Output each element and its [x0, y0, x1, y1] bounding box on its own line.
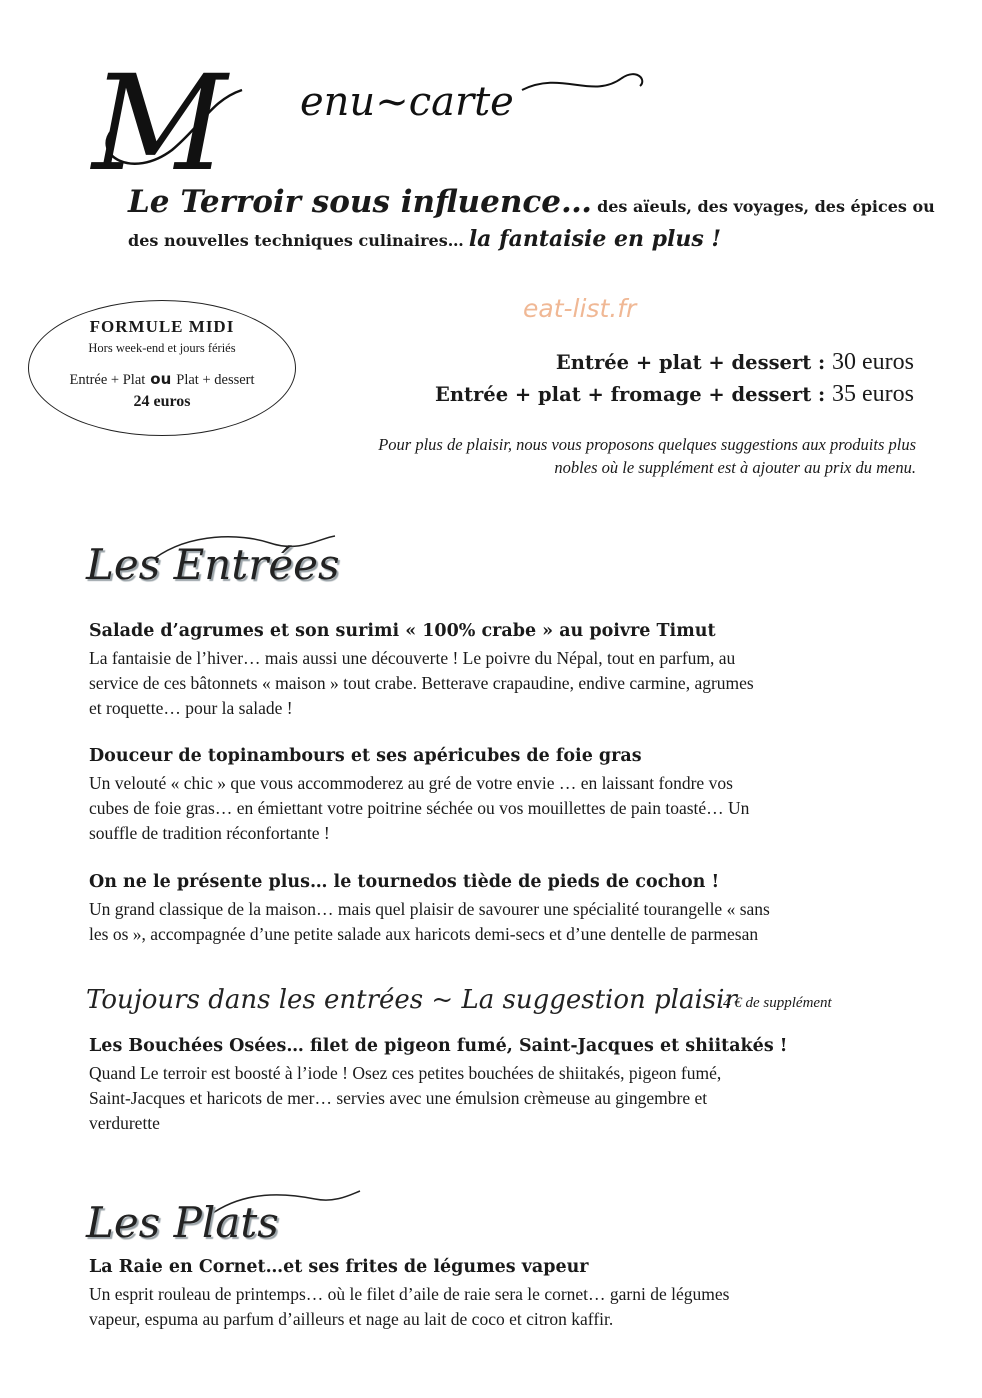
dish-description-line: Un esprit rouleau de printemps… où le filet d’aile de raie sera le cornet… garni de légumes	[89, 1284, 730, 1304]
dish-description-line: Saint-Jacques et haricots de mer… servies avec une émulsion crèmeuse au gingembre et	[89, 1088, 708, 1108]
dish-description-line: Un grand classique de la maison… mais quel plaisir de savourer une spécialité tourangelle « sans	[89, 899, 770, 919]
menu-price-row	[354, 349, 914, 376]
menu-price-label: Entrée + plat + dessert :	[555, 351, 826, 374]
dish-description-line: souffle de tradition réconfortante !	[89, 823, 330, 843]
formule-or: ou	[150, 370, 172, 388]
tagline-line-1	[128, 184, 958, 220]
section-heading-suggestion: Toujours dans les entrées ~ La suggestion plaisir	[86, 985, 737, 1015]
dish-title: Douceur de topinambours et ses apéricubes de foie gras	[89, 746, 642, 766]
menu-price-row	[354, 381, 914, 408]
watermark: eat-list.fr	[523, 294, 637, 323]
formule-choice-a: Entrée + Plat	[69, 372, 146, 388]
dish-description-line: Un velouté « chic » que vous accommoderez au gré de votre envie … en laissant fondre vos	[89, 773, 733, 793]
section-heading-entrees: Les Entrées	[86, 540, 340, 589]
formule-midi-choices	[28, 370, 296, 389]
dish-title: La Raie en Cornet…et ses frites de légumes vapeur	[89, 1257, 589, 1277]
menu-title-rest: enu~carte	[300, 79, 514, 125]
dish-description-line: La fantaisie de l’hiver… mais aussi une découverte ! Le poivre du Népal, tout en parfum, au	[89, 648, 736, 668]
dish-description-line: vapeur, espuma au parfum d’ailleurs et nage au lait de coco et citron kaffir.	[89, 1309, 614, 1329]
formule-midi-subtitle: Hors week-end et jours fériés	[88, 341, 236, 355]
dish-description	[89, 1282, 917, 1332]
section-heading-plats: Les Plats	[86, 1198, 279, 1247]
suggestion-note	[256, 433, 916, 479]
dish-description-line: cubes de foie gras… en émiettant votre poitrine séchée ou vos mouillettes de pain toasté… Un	[89, 798, 750, 818]
suggestion-note-line: nobles où le supplément est à ajouter au prix du menu.	[554, 458, 916, 478]
tagline-line-2	[128, 226, 958, 252]
suggestion-supplement: 4 € de supplément	[723, 995, 832, 1011]
dish-description	[89, 897, 917, 947]
dish-description	[89, 771, 917, 846]
menu-price-value: 35 euros	[832, 381, 914, 407]
formule-midi-price: 24 euros	[133, 393, 191, 410]
tagline-small-2: des nouvelles techniques culinaires…	[128, 231, 464, 250]
dish-title: Les Bouchées Osées… filet de pigeon fumé, Saint-Jacques et shiitakés !	[89, 1036, 788, 1056]
suggestion-note-line: Pour plus de plaisir, nous vous proposons quelques suggestions aux produits plus	[378, 435, 916, 454]
formule-choice-b: Plat + dessert	[176, 372, 255, 388]
dish-description-line: service de ces bâtonnets « maison » tout crabe. Betterave crapaudine, endive carmine, agrumes	[89, 673, 754, 693]
dish-title: Salade d’agrumes et son surimi « 100% crabe » au poivre Timut	[89, 621, 716, 641]
dish-description	[89, 1061, 917, 1136]
dish-description	[89, 646, 917, 721]
dish-description-line: les os », accompagnée d’une petite salade aux haricots demi-secs et d’une dentelle de parmesan	[89, 924, 759, 944]
menu-price-label: Entrée + plat + fromage + dessert :	[434, 383, 826, 406]
dish-description-line: verdurette	[89, 1113, 160, 1133]
dish-description-line: et roquette… pour la salade !	[89, 698, 293, 718]
dish-description-line: Quand Le terroir est boosté à l’iode ! Osez ces petites bouchées de shiitakés, pigeon fumé,	[89, 1063, 722, 1083]
menu-title-initial: M	[92, 47, 224, 201]
menu-price-value: 30 euros	[832, 349, 914, 375]
dish-title: On ne le présente plus… le tournedos tiède de pieds de cochon !	[89, 872, 720, 892]
tagline-main: Le Terroir sous influence…	[128, 184, 592, 220]
tagline-small-1: des aïeuls, des voyages, des épices ou	[597, 197, 935, 216]
formule-midi-title: FORMULE MIDI	[89, 317, 235, 336]
tagline-fantasie: la fantaisie en plus !	[468, 226, 722, 252]
